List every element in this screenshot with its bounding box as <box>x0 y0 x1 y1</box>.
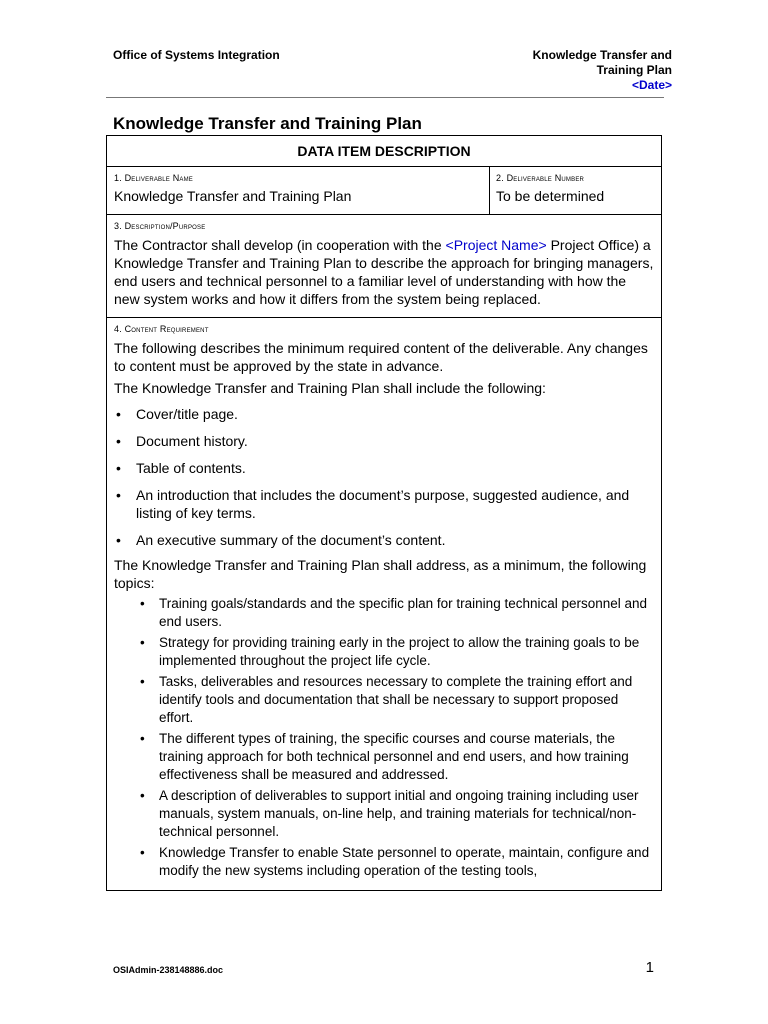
header-doc-name-line2: Training Plan <box>596 63 672 77</box>
description-section <box>107 215 661 318</box>
deliverable-name-cell <box>107 167 490 214</box>
table-title: DATA ITEM DESCRIPTION <box>107 136 661 167</box>
description-label: 3. Description/Purpose <box>114 221 206 231</box>
description-text-end: Project Office) a Knowledge Transfer and Training Plan to describe the approach for bringing managers, end users and technical personnel to a familiar level of understanding with how the new system works and how it differs from the system being replaced. <box>114 237 654 307</box>
list-item: • An introduction that includes the document’s purpose, suggested audience, and listing of key terms. <box>114 486 654 522</box>
footer-filename: OSIAdmin-238148886.doc <box>113 965 224 975</box>
header-doc-name <box>533 48 672 93</box>
content-topics-intro: The Knowledge Transfer and Training Plan shall address, as a minimum, the following topics: <box>114 557 647 591</box>
list-item: • Knowledge Transfer to enable State personnel to operate, maintain, configure and modify the new systems including operation of the testing tools, <box>114 844 654 880</box>
deliverable-name-value: Knowledge Transfer and Training Plan <box>114 188 352 204</box>
content-intro: The following describes the minimum required content of the deliverable. Any changes to content must be approved by the state in advance. <box>114 340 648 374</box>
data-item-table <box>106 135 662 891</box>
page-number: 1 <box>645 959 654 976</box>
header-divider <box>106 97 664 98</box>
deliverable-number-cell <box>490 167 661 214</box>
deliverable-row <box>107 167 661 215</box>
content-label: 4. Content Requirement <box>114 324 209 334</box>
list-item: • Document history. <box>114 432 654 450</box>
list-item: • Training goals/standards and the specific plan for training technical personnel and end users. <box>114 595 654 631</box>
topics-list <box>114 595 654 880</box>
list-item: • Strategy for providing training early in the project to allow the training goals to be implemented throughout the project life cycle. <box>114 634 654 670</box>
project-name-placeholder: <Project Name> <box>445 237 547 253</box>
content-section <box>107 318 661 890</box>
list-item: • Cover/title page. <box>114 405 654 423</box>
include-list <box>114 405 654 549</box>
description-text-start: The Contractor shall develop (in cooperation with the <box>114 237 446 253</box>
list-item: • An executive summary of the document’s content. <box>114 531 654 549</box>
list-item: • The different types of training, the specific courses and course materials, the training approach for both technical personnel and end users, and how training effectiveness shall be measured and addressed. <box>114 730 654 784</box>
list-item: • A description of deliverables to support initial and ongoing training including user manuals, system manuals, on-line help, and training materials for technical/non-technical personnel. <box>114 787 654 841</box>
document-title: Knowledge Transfer and Training Plan <box>113 114 422 133</box>
deliverable-number-label: 2. Deliverable Number <box>496 173 585 183</box>
header-date: <Date> <box>631 78 672 92</box>
deliverable-name-label: 1. Deliverable Name <box>114 173 193 183</box>
list-item: • Table of contents. <box>114 459 654 477</box>
header-office: Office of Systems Integration <box>113 48 280 62</box>
content-include-intro: The Knowledge Transfer and Training Plan shall include the following: <box>114 380 546 396</box>
list-item: • Tasks, deliverables and resources necessary to complete the training effort and identify tools and documentation that shall be necessary to support proposed effort. <box>114 673 654 727</box>
deliverable-number-value: To be determined <box>496 188 605 204</box>
header-doc-name-line1: Knowledge Transfer and <box>532 48 672 62</box>
description-text <box>114 236 654 308</box>
